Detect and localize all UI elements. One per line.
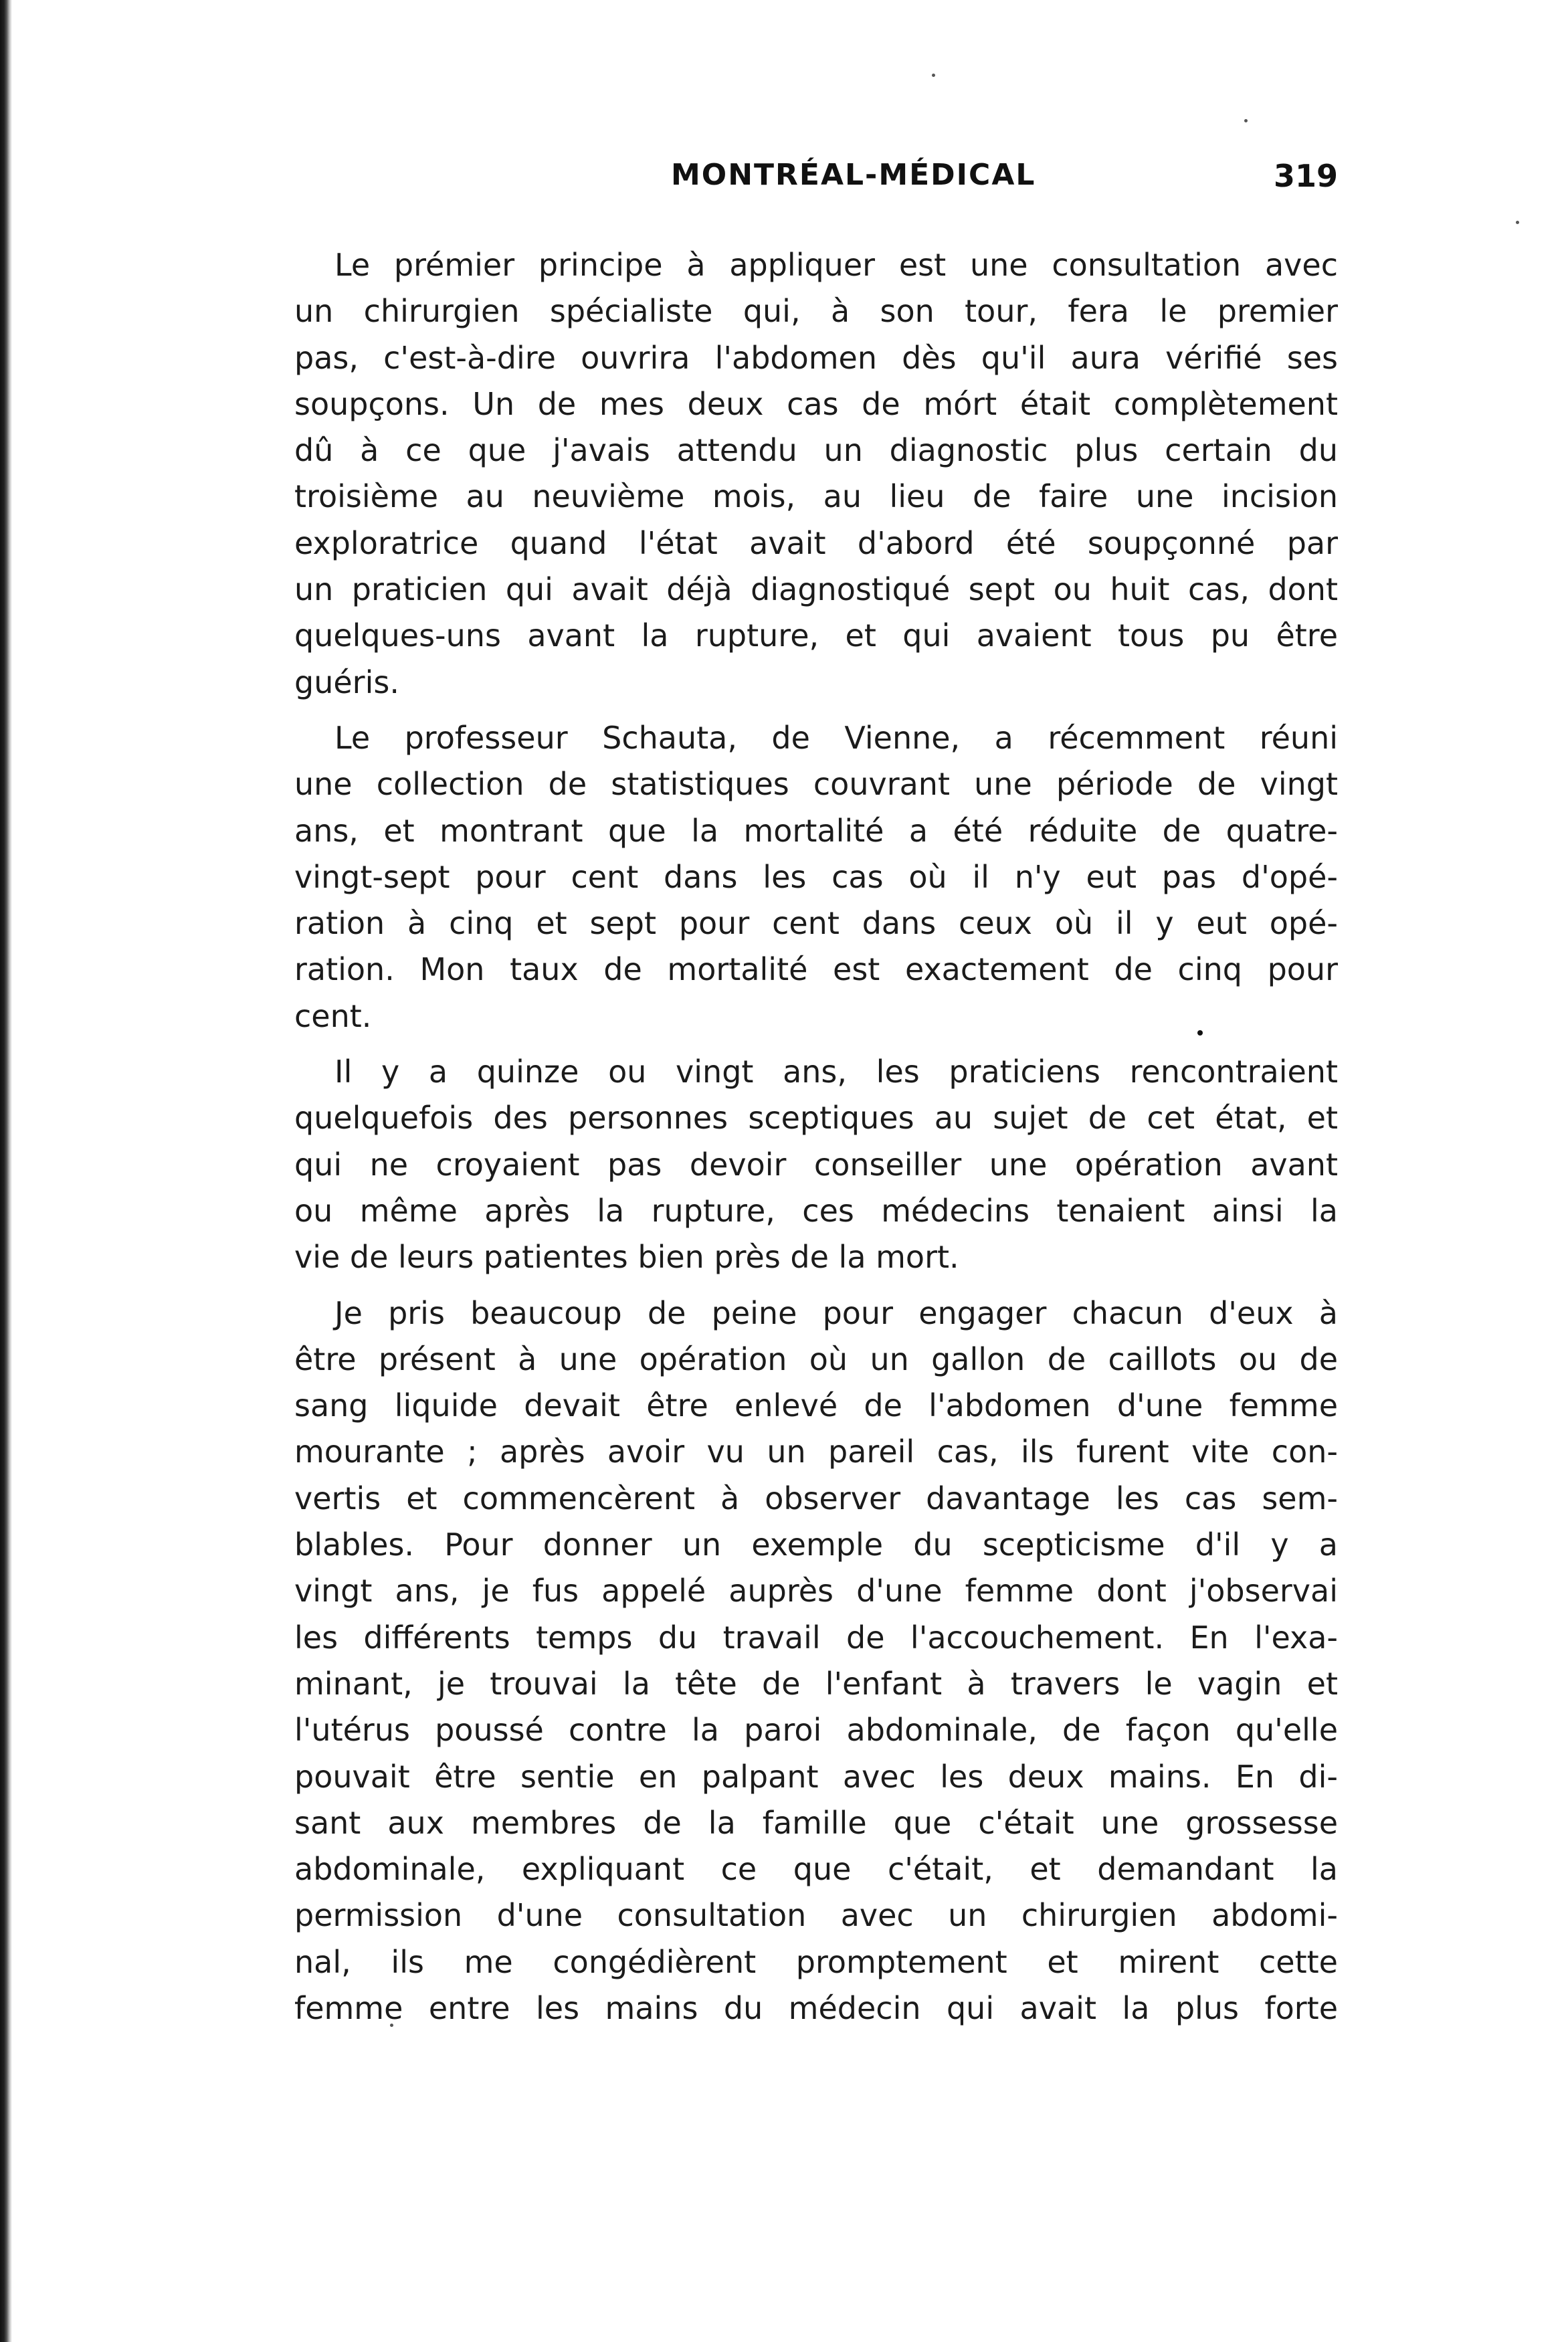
text-line: Le professeur Schauta, de Vienne, a récemment réuni [334, 719, 1338, 756]
scan-speck [932, 74, 935, 77]
text-line: troisième au neuvième mois, au lieu de faire une incision [294, 478, 1338, 515]
text-line: cent. [294, 997, 372, 1034]
text-line: ou même après la rupture, ces médecins tenaient ainsi la [294, 1192, 1338, 1229]
text-line: l'utérus poussé contre la paroi abdominale, de façon qu'elle [294, 1712, 1338, 1749]
text-line: pas, c'est-à-dire ouvrira l'abdomen dès qu'il aura vérifié ses [294, 339, 1338, 376]
text-line: dû à ce que j'avais attendu un diagnostic plus certain du [294, 432, 1338, 469]
page-number: 319 [1273, 158, 1338, 194]
text-line: vie de leurs patientes bien près de la mort. [294, 1239, 959, 1276]
text-line: vertis et commencèrent à observer davantage les cas sem- [294, 1480, 1338, 1517]
paragraph [294, 1049, 1338, 1280]
text-line: une collection de statistiques couvrant une période de vingt [294, 766, 1338, 803]
paragraph [294, 242, 1338, 706]
paragraph [294, 715, 1338, 1040]
text-line: permission d'une consultation avec un chirurgien abdomi- [294, 1897, 1338, 1934]
text-line: mourante ; après avoir vu un pareil cas, ils furent vite con- [294, 1434, 1338, 1470]
text-line: Je pris beaucoup de peine pour engager chacun d'eux à [334, 1294, 1338, 1331]
text-line: être présent à une opération où un gallon de caillots ou de [294, 1341, 1338, 1377]
scan-speck [1516, 221, 1519, 224]
text-line: ans, et montrant que la mortalité a été réduite de quatre- [294, 812, 1338, 849]
text-line: guéris. [294, 664, 399, 700]
paragraph [294, 1290, 1338, 2032]
text-line: qui ne croyaient pas devoir conseiller une opération avant [294, 1146, 1338, 1183]
paragraph-gap [294, 706, 1338, 715]
text-line: Il y a quinze ou vingt ans, les praticiens rencontraient [334, 1054, 1338, 1090]
text-line: sant aux membres de la famille que c'était une grossesse [294, 1804, 1338, 1841]
text-line: ration à cinq et sept pour cent dans ceux où il y eut opé- [294, 905, 1338, 942]
text-line: un chirurgien spécialiste qui, à son tour, fera le premier [294, 293, 1338, 330]
running-head [294, 158, 1338, 205]
text-line: vingt-sept pour cent dans les cas où il n'y eut pas d'opé- [294, 858, 1338, 895]
text-line: pouvait être sentie en palpant avec les deux mains. En di- [294, 1758, 1338, 1795]
text-line: Le prémier principe à appliquer est une consultation avec [334, 247, 1338, 283]
text-line: sang liquide devait être enlevé de l'abdomen d'une femme [294, 1387, 1338, 1424]
text-line: vingt ans, je fus appelé auprès d'une femme dont j'observai [294, 1573, 1338, 1609]
text-line: minant, je trouvai la tête de l'enfant à travers le vagin et [294, 1665, 1338, 1702]
text-line: un praticien qui avait déjà diagnostiqué sept ou huit cas, dont [294, 571, 1338, 608]
text-line: exploratrice quand l'état avait d'abord été soupçonné par [294, 524, 1338, 561]
text-line: nal, ils me congédièrent promptement et mirent cette [294, 1943, 1338, 1980]
text-line: abdominale, expliquant ce que c'était, et demandant la [294, 1851, 1338, 1888]
text-line: les différents temps du travail de l'accouchement. En l'exa- [294, 1619, 1338, 1656]
scan-speck [1244, 119, 1248, 122]
running-title: MONTRÉAL-MÉDICAL [671, 158, 1036, 192]
binding-edge [0, 0, 12, 2342]
paragraph-gap [294, 1281, 1338, 1290]
text-line: blables. Pour donner un exemple du scepticisme d'il y a [294, 1527, 1338, 1563]
text-line: soupçons. Un de mes deux cas de mórt était complètement [294, 385, 1338, 422]
text-line: ration. Mon taux de mortalité est exactement de cinq pour [294, 951, 1338, 988]
text-line: femme entre les mains du médecin qui avait la plus forte [294, 1989, 1338, 2026]
text-line: quelquefois des personnes sceptiques au sujet de cet état, et [294, 1100, 1338, 1137]
body-text [294, 242, 1338, 2032]
text-line: quelques-uns avant la rupture, et qui avaient tous pu être [294, 617, 1338, 654]
paragraph-gap [294, 1040, 1338, 1049]
